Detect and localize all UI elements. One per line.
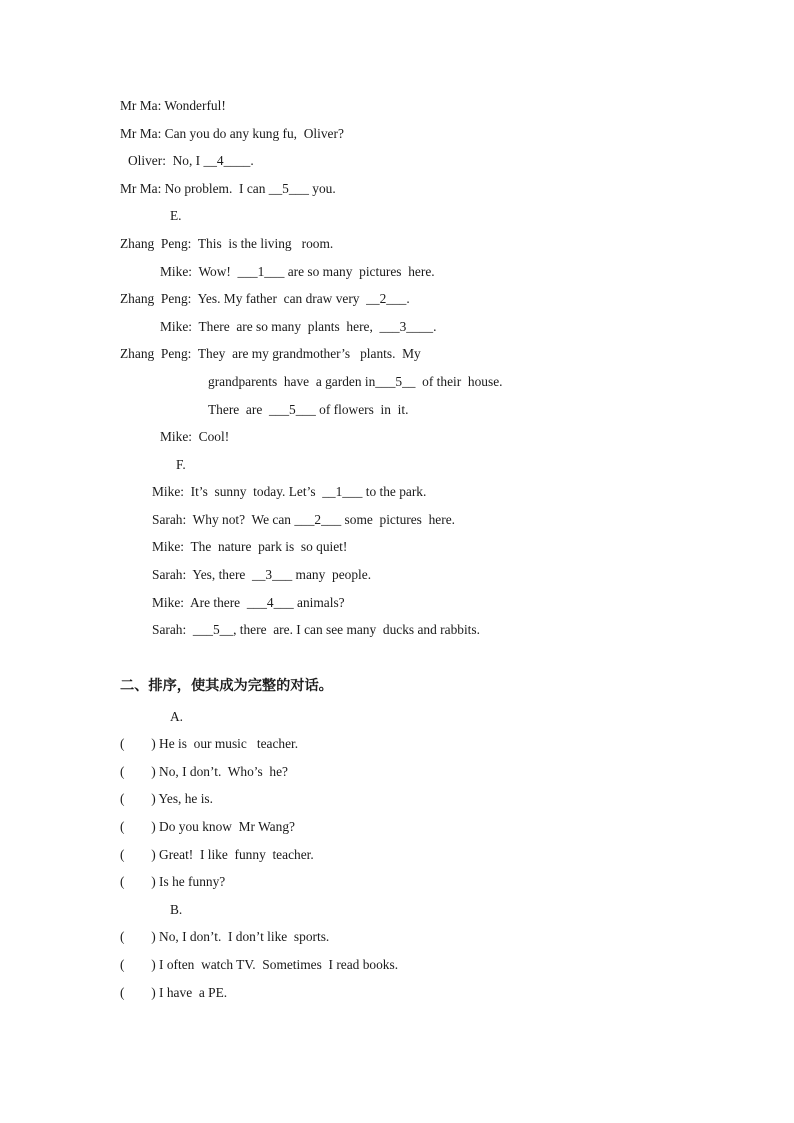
section-heading: 二、排序，使其成为完整的对话。 (120, 678, 333, 694)
dialogue-line: Sarah: ___5__, there are. I can see many ducks and rabbits. (152, 622, 480, 637)
dialogue-line: Sarah: Why not? We can ___2___ some pictures here. (152, 512, 455, 527)
dialogue-line: Zhang Peng: Yes. My father can draw very __2___. (120, 291, 410, 306)
group-a-label: A. (170, 709, 184, 724)
dialogue-line: Mike: Are there ___4___ animals? (152, 595, 345, 610)
dialogue-line: Mr Ma: Can you do any kung fu, Oliver? (120, 126, 344, 141)
dialogue-line: Mike: Wow! ___1___ are so many pictures here. (160, 264, 435, 279)
ordering-item: ( ) Yes, he is. (120, 791, 213, 806)
dialogue-line: Oliver: No, I __4____. (128, 153, 254, 168)
dialogue-line: Mr Ma: No problem. I can __5___ you. (120, 181, 336, 196)
dialogue-line: Zhang Peng: They are my grandmother’s plants. My (120, 346, 421, 361)
ordering-item: ( ) He is our music teacher. (120, 736, 299, 751)
dialogue-line: Sarah: Yes, there __3___ many people. (152, 567, 372, 582)
ordering-item: ( ) No, I don’t. I don’t like sports. (120, 929, 330, 944)
ordering-item: ( ) Do you know Mr Wang? (120, 819, 295, 834)
dialogue-line: Mr Ma: Wonderful! (120, 98, 226, 113)
dialogue-line: Mike: It’s sunny today. Let’s __1___ to the park. (152, 484, 427, 499)
ordering-item: ( ) No, I don’t. Who’s he? (120, 764, 288, 779)
section-f-label: F. (176, 457, 186, 472)
dialogue-line: Mike: There are so many plants here, ___3____. (160, 319, 437, 334)
dialogue-line: grandparents have a garden in___5__ of their house. (208, 374, 503, 389)
ordering-item: ( ) I often watch TV. Sometimes I read books. (120, 957, 399, 972)
dialogue-line: Mike: The nature park is so quiet! (152, 539, 348, 554)
dialogue-line: There are ___5___ of flowers in it. (208, 402, 409, 417)
ordering-item: ( ) I have a PE. (120, 985, 228, 1000)
dialogue-line: Mike: Cool! (160, 429, 230, 444)
dialogue-line: Zhang Peng: This is the living room. (120, 236, 334, 251)
section-e-label: E. (170, 208, 182, 223)
ordering-item: ( ) Is he funny? (120, 874, 226, 889)
ordering-item: ( ) Great! I like funny teacher. (120, 847, 314, 862)
group-b-label: B. (170, 902, 183, 917)
